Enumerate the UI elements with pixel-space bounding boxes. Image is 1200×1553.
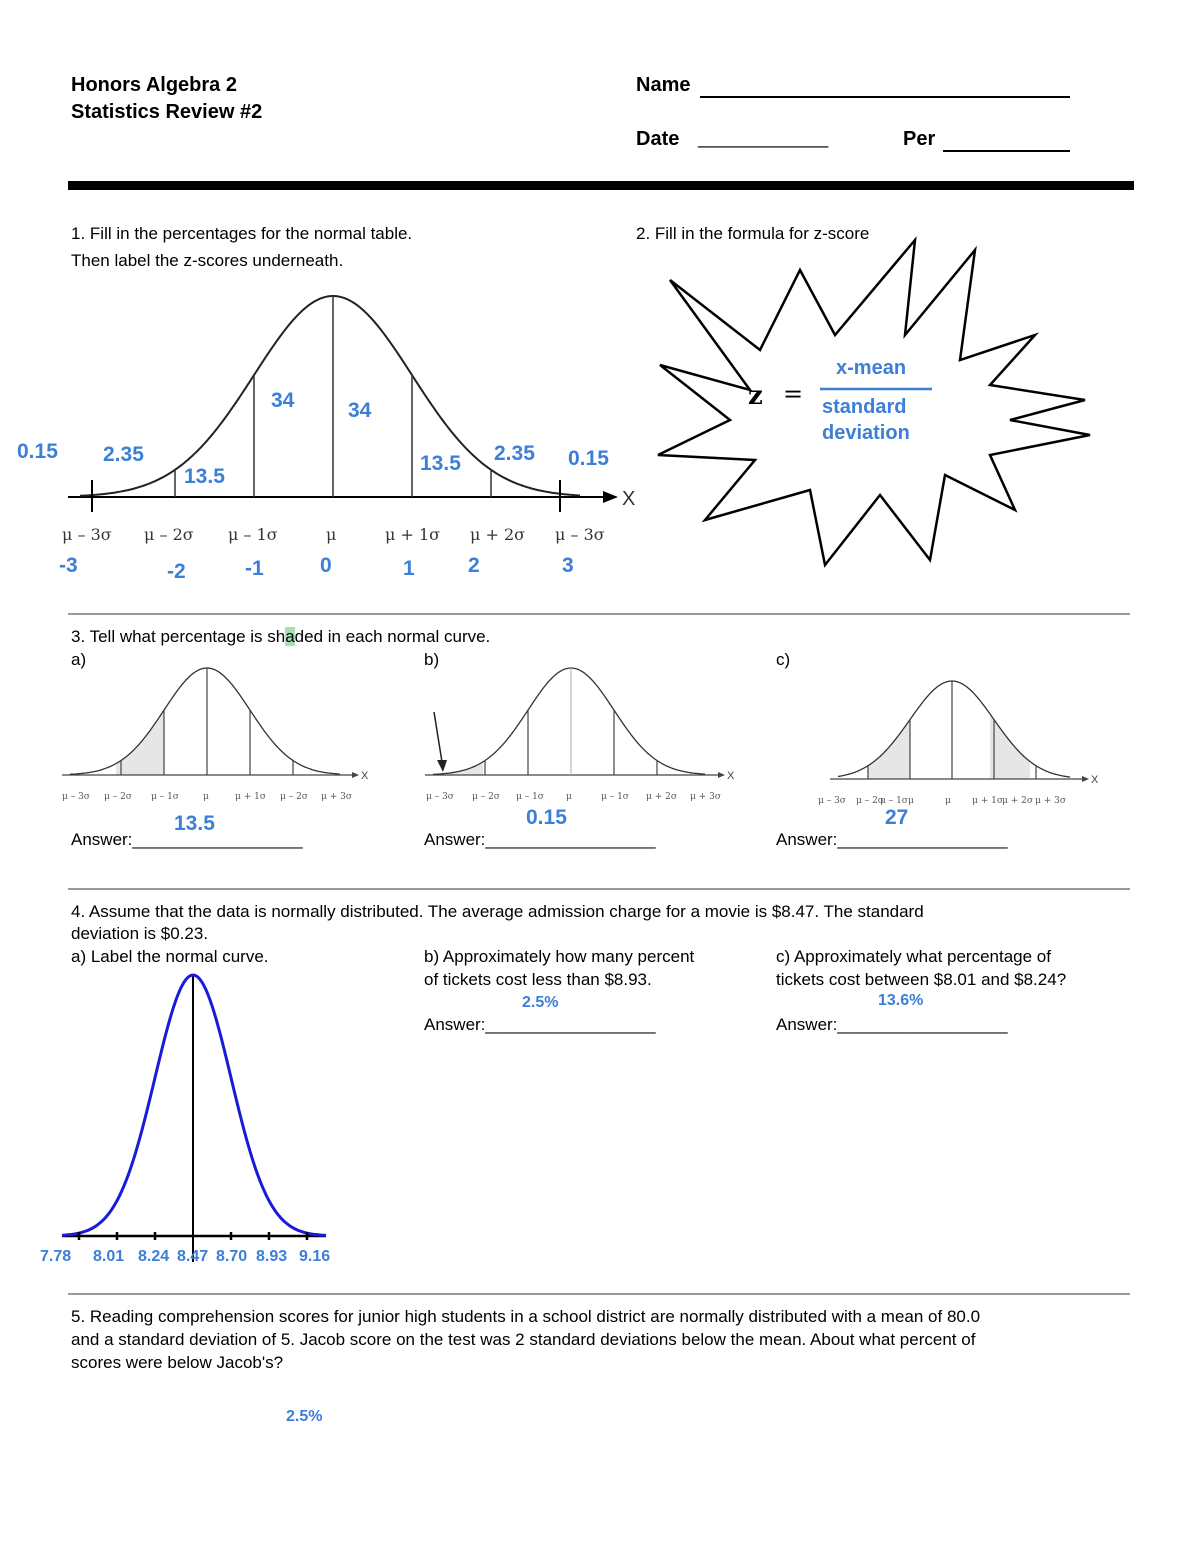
q1-sigma-label-2: μ – 1σ <box>228 525 278 544</box>
q1-z-1: 1 <box>403 557 415 580</box>
q3c-answer: 27 <box>885 806 909 829</box>
q2-prompt: 2. Fill in the formula for z-score <box>636 224 870 243</box>
q1-number: 1. <box>71 224 86 243</box>
q3a-tick-label-6: μ + 3σ <box>321 792 352 802</box>
q1-pct-right-tail: 0.15 <box>568 447 609 470</box>
q3b-answer: 0.15 <box>526 806 567 829</box>
period-label: Per <box>903 128 936 150</box>
q1-axis-label: X <box>622 488 636 510</box>
name-label: Name <box>636 74 691 96</box>
q1-z-neg1: -1 <box>245 557 264 580</box>
q4c-line1: c) Approximately what percentage of <box>776 947 1051 966</box>
q4a-text: a) Label the normal curve. <box>71 947 269 966</box>
q4-curve-group <box>62 975 326 1262</box>
q5-line1: 5. Reading comprehension scores for junior high students in a school district are normally distributed with a mean of 80.0 <box>71 1307 981 1326</box>
q1-pct-0-1-right: 34 <box>348 399 372 422</box>
q4b-line1: b) Approximately how many percent <box>424 947 695 966</box>
q1-sigma-label-3: μ <box>326 525 337 544</box>
q1-z-neg2: -2 <box>167 560 186 583</box>
q1-z-neg3: -3 <box>59 554 78 577</box>
equals-sign: = <box>783 380 804 408</box>
q4-line2: deviation is $0.23. <box>71 924 209 943</box>
q4b-answer-line[interactable]: Answer:__________________ <box>424 1015 656 1034</box>
q1-sigma-label-0: μ – 3σ <box>62 525 112 544</box>
q3-prompt-start: 3. Tell what percentage is sh <box>71 627 286 646</box>
q3a-tick-label-1: μ – 2σ <box>104 792 132 802</box>
q5-answer: 2.5% <box>286 1408 323 1425</box>
q3-prompt-end: ded in each normal curve. <box>294 627 491 646</box>
q4-label-8-93: 8.93 <box>256 1248 288 1265</box>
q3b-tick-label-2: μ – 1σ <box>516 792 544 802</box>
q1-z-3: 3 <box>562 554 574 577</box>
z-symbol: z <box>748 381 763 411</box>
q4b-answer: 2.5% <box>522 994 559 1011</box>
q4-label-8-24: 8.24 <box>138 1248 170 1265</box>
q1-pct-2-3-right: 2.35 <box>494 442 535 465</box>
q3a-tick-label-3: μ <box>203 792 209 802</box>
course-title: Honors Algebra 2 <box>71 74 237 96</box>
q4c-answer: 13.6% <box>878 992 924 1009</box>
q3c-answer-line[interactable]: Answer:__________________ <box>776 830 1008 849</box>
q5-line2: and a standard deviation of 5. Jacob score on the test was 2 standard deviations below the mean. About what percent of <box>71 1330 976 1349</box>
q3-prompt-highlight: a <box>285 627 295 646</box>
q1-pct-0-1-left: 34 <box>271 389 295 412</box>
q4c-line2: tickets cost between $8.01 and $8.24? <box>776 970 1067 989</box>
q3b-axis-label: X <box>727 770 735 782</box>
q3a-axis-label: X <box>361 770 369 782</box>
q3a-tick-label-5: μ – 2σ <box>280 792 308 802</box>
q3a-tick-label-4: μ + 1σ <box>235 792 266 802</box>
q3c-tick-label-3: μ <box>908 796 914 806</box>
q4c-answer-line[interactable]: Answer:__________________ <box>776 1015 1008 1034</box>
q3c-tick-label-7: μ + 3σ <box>1035 796 1066 806</box>
q1-z-0: 0 <box>320 554 332 577</box>
q3b-label: b) <box>424 650 440 669</box>
q1-z-2: 2 <box>468 554 480 577</box>
q3a-tick-label-2: μ – 1σ <box>151 792 179 802</box>
formula-denominator-1: standard <box>822 396 907 418</box>
q3a-label: a) <box>71 650 87 669</box>
q4-label-8-70: 8.70 <box>216 1248 248 1265</box>
q3c-tick-label-5: μ + 1σ <box>972 796 1003 806</box>
q3c-tick-label-6: μ + 2σ <box>1002 796 1033 806</box>
formula-numerator: x-mean <box>836 357 907 379</box>
worksheet-title: Statistics Review #2 <box>71 101 263 123</box>
q3b-tick-label-1: μ – 2σ <box>472 792 500 802</box>
q3b-tick-label-6: μ + 3σ <box>690 792 721 802</box>
q4-label-7-78: 7.78 <box>40 1248 72 1265</box>
q3c-tick-label-0: μ – 3σ <box>818 796 846 806</box>
q1-pct-1-2-right: 13.5 <box>420 452 461 475</box>
q3c-tick-label-4: μ <box>945 796 951 806</box>
q5-line3: scores were below Jacob's? <box>71 1353 284 1372</box>
q1-sigma-label-1: μ – 2σ <box>144 525 194 544</box>
q4b-line2: of tickets cost less than $8.93. <box>424 970 652 989</box>
q1-sigma-label-5: μ + 2σ <box>470 525 526 544</box>
q4-label-8-01: 8.01 <box>93 1248 125 1265</box>
q1-line1: Fill in the percentages for the normal table. <box>89 224 413 243</box>
date-field[interactable]: _____________ <box>698 128 829 148</box>
q3a-answer: 13.5 <box>174 812 215 835</box>
q1-line2: Then label the z-scores underneath. <box>71 251 344 270</box>
q1-sigma-label-4: μ + 1σ <box>385 525 441 544</box>
q3b-answer-line[interactable]: Answer:__________________ <box>424 830 656 849</box>
q3c-label: c) <box>776 650 791 669</box>
q3a-tick-label-0: μ – 3σ <box>62 792 90 802</box>
q3b-tick-label-3: μ <box>566 792 572 802</box>
q3b-tick-label-0: μ – 3σ <box>426 792 454 802</box>
date-label: Date <box>636 128 680 150</box>
separator-3 <box>68 1293 1130 1295</box>
q3c-axis-label: X <box>1091 774 1099 786</box>
formula-denominator-2: deviation <box>822 422 910 444</box>
q1-sigma-label-6: μ – 3σ <box>555 525 605 544</box>
q3c-tick-label-2: μ – 1σ <box>880 796 908 806</box>
q1-pct-1-2-left: 13.5 <box>184 465 225 488</box>
q4-label-8-47: 8.47 <box>177 1248 209 1265</box>
q3a-answer-line[interactable]: Answer:__________________ <box>71 830 303 849</box>
q3b-tick-label-5: μ + 2σ <box>646 792 677 802</box>
q1-pct-2-3-left: 2.35 <box>103 443 144 466</box>
q3b-tick-label-4: μ – 1σ <box>601 792 629 802</box>
q1-pct-left-tail: 0.15 <box>17 440 58 463</box>
q3c-tick-label-1: μ – 2σ <box>856 796 884 806</box>
q4-label-9-16: 9.16 <box>299 1248 331 1265</box>
q4-line1: 4. Assume that the data is normally distributed. The average admission charge for a movie is $8.47. The standard <box>71 902 924 921</box>
